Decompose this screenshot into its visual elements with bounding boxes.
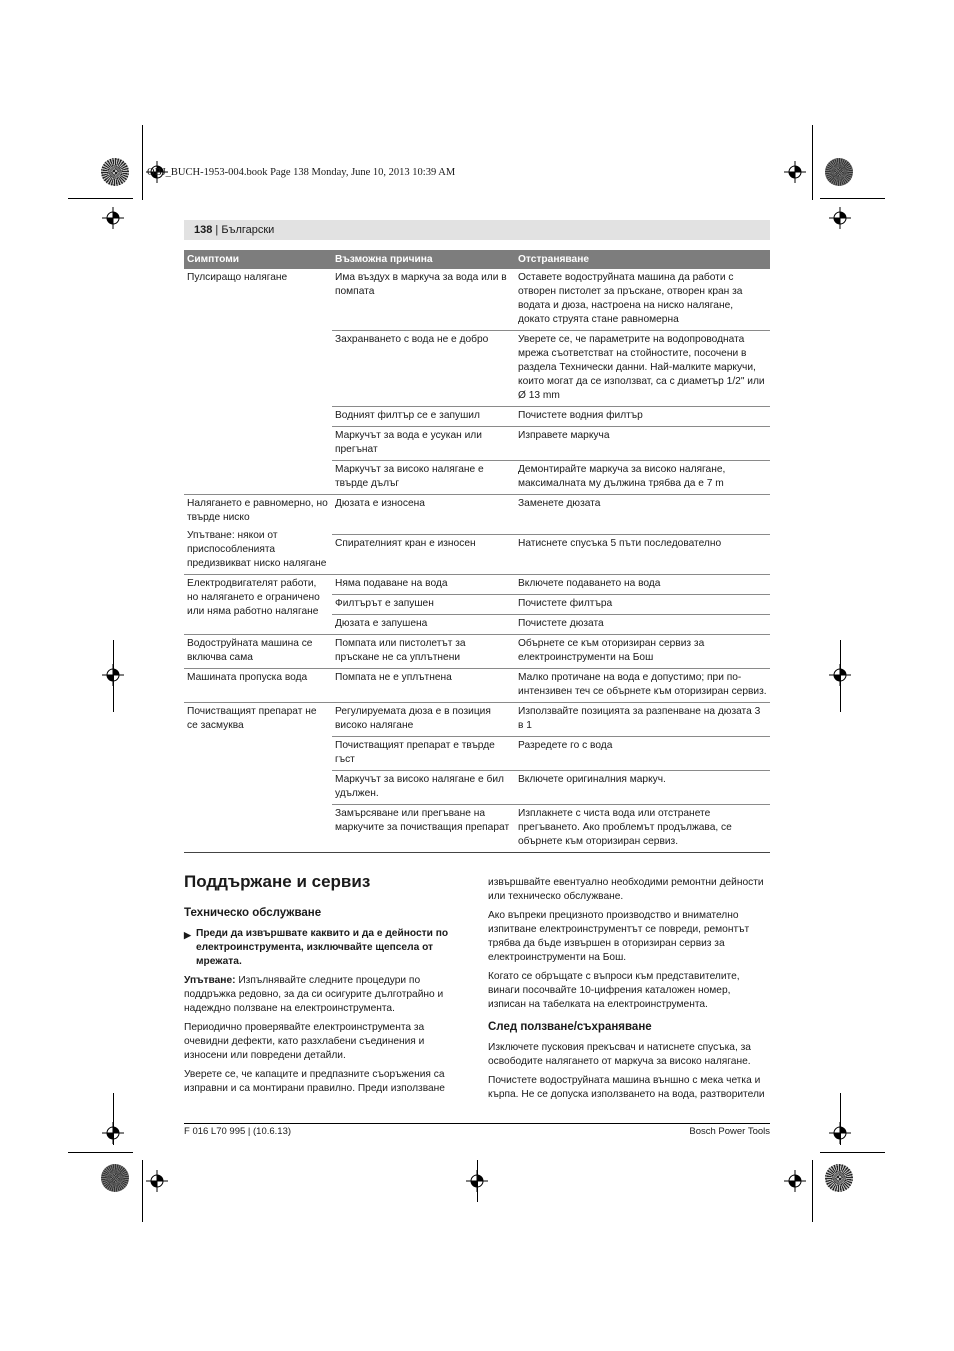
cause-cell: Филтърът е запушен <box>332 595 515 615</box>
crop-line <box>68 1152 133 1153</box>
footer-brand: Bosch Power Tools <box>689 1126 770 1137</box>
table-row <box>184 635 770 669</box>
table-row <box>184 269 770 331</box>
remedy-cell: Използвайте позицията за разпенване на дюзата 3 в 1 <box>515 703 770 737</box>
left-column <box>184 898 456 1101</box>
subsection-title: След ползване/съхраняване <box>488 1021 652 1033</box>
crosshair-icon <box>829 664 851 686</box>
striped-disc-icon <box>101 158 129 186</box>
right-column <box>488 876 770 1107</box>
crosshair-icon <box>784 1170 806 1192</box>
subsection-title: Техническо обслужване <box>184 907 322 919</box>
crosshair-icon <box>829 1122 851 1144</box>
cause-cell: Маркучът за високо налягане е бил удължен. <box>332 771 515 805</box>
remedy-cell: Изплакнете с чиста вода или отстранете прегъването. Ако проблемът продължава, се обърнете към оторизиран сервиз. <box>515 805 770 853</box>
cause-cell: Помпата или пистолетът за пръскане не са уплътнени <box>332 635 515 669</box>
symptom-cell <box>184 495 332 575</box>
remedy-cell: Заменете дюзата <box>515 495 770 535</box>
remedy-cell: Демонтирайте маркуча за високо налягане, максималната му дължина трябва да е 7 m <box>515 461 770 495</box>
remedy-cell: Разредете го с вода <box>515 737 770 771</box>
remedy-cell: Изправете маркуча <box>515 427 770 461</box>
crop-line <box>812 1160 813 1222</box>
remedy-cell: Включете оригиналния маркуч. <box>515 771 770 805</box>
note-lead: Упътване: <box>184 975 236 986</box>
paragraph: Когато се обръщате с въпроси към представителите, винаги посочвайте 10-цифрения каталожен номер, изписан на табелката на електроинструмента. <box>488 971 740 1010</box>
column-header-cause: Възможна причина <box>332 250 515 269</box>
section-title: Поддържане и сервиз <box>184 872 371 891</box>
triangle-right-icon: ▶ <box>184 930 191 940</box>
symptom-cell <box>184 575 332 635</box>
crop-line <box>820 198 885 199</box>
striped-disc-icon <box>101 1164 129 1192</box>
cause-cell: Водният филтър се е запушил <box>332 407 515 427</box>
symptom-cell <box>184 269 332 495</box>
note-text: Изпълнявайте следните процедури по поддръжка редовно, за да си осигурите дълготрайно и надеждно ползване на електроинструмента. <box>184 975 444 1014</box>
paragraph: Ако въпреки прецизното производство и внимателно изпитване електроинструментът се повреди, ремонтът трябва да бъде извършен в оторизиран сервиз за електроинструменти на Бош. <box>488 910 750 963</box>
page-header <box>184 220 770 240</box>
table-row <box>184 575 770 595</box>
remedy-cell: Натиснете спусъка 5 пъти последователно <box>515 535 770 575</box>
cause-cell: Помпата не е уплътнена <box>332 669 515 703</box>
cause-cell: Дюзата е износена <box>332 495 515 535</box>
remedy-cell: Включете подаването на вода <box>515 575 770 595</box>
symptom-text: Електродвигателят работи, но налягането е ограничено или няма работно налягане <box>187 578 320 617</box>
troubleshooting-table <box>184 250 770 853</box>
remedy-cell: Почистете дюзата <box>515 615 770 635</box>
remedy-cell: Почистете водния филтър <box>515 407 770 427</box>
remedy-cell: Обърнете се към оторизиран сервиз за електроинструменти на Бош <box>515 635 770 669</box>
crosshair-icon <box>102 664 124 686</box>
remedy-cell: Уверете се, че параметрите на водопроводната мрежа съответстват на стойностите, посочени в раздела Технически данни. Най-малките маркучи, които могат да се използват, са с диаметър 1/2" или Ø 13 mm <box>515 331 770 407</box>
crop-line <box>142 1160 143 1222</box>
paragraph: Уверете се, че капаците и предпазните съоръжения са изправни и са монтирани правилно. Преди използване <box>184 1069 445 1094</box>
striped-disc-icon <box>825 158 853 186</box>
paragraph: Периодично проверявайте електроинструмента за очевидни дефекти, като разхлабени съединения и износени или повредени детайли. <box>184 1022 425 1061</box>
symptom-cell <box>184 703 332 853</box>
table-row <box>184 703 770 737</box>
symptom-text: Водоструйната машина се включва сама <box>187 638 313 663</box>
crosshair-icon <box>466 1170 488 1192</box>
warning-text: Преди да извършвате каквито и да е дейности по електроинструмента, изключвайте щепсела от мрежата. <box>196 928 449 967</box>
cause-cell: Почистващият препарат е твърде гъст <box>332 737 515 771</box>
footer-document-number: F 016 L70 995 | (10.6.13) <box>184 1126 292 1137</box>
paragraph: Изключете пусковия прекъсвач и натиснете спусъка, за освободите налягането от маркуча за високо налягане. <box>488 1042 751 1067</box>
symptom-text: Почистващият препарат не се засмуква <box>187 706 317 731</box>
symptom-text: Машината пропуска вода <box>187 672 308 683</box>
cause-cell: Маркучът за вода е усукан или прегънат <box>332 427 515 461</box>
crosshair-icon <box>146 1170 168 1192</box>
symptom-note: Упътване: някои от приспособленията предизвикват ниско налягане <box>187 530 327 569</box>
striped-disc-icon <box>825 1164 853 1192</box>
cause-cell: Няма подаване на вода <box>332 575 515 595</box>
note-paragraph <box>184 974 456 1016</box>
symptom-cell <box>184 669 332 703</box>
cause-cell: Захранването с вода не е добро <box>332 331 515 407</box>
symptom-text: Пулсиращо налягане <box>187 272 288 283</box>
cause-cell: Има въздух в маркуча за вода или в помпата <box>332 269 515 331</box>
crosshair-icon <box>102 1122 124 1144</box>
file-info: OBJ_BUCH-1953-004.book Page 138 Monday, June 10, 2013 10:39 AM <box>147 167 456 178</box>
remedy-cell: Оставете водоструйната машина да работи с отворен пистолет за пръскане, отворен кран за водата и дюза, настроена на ниско налягане, докато струята стане равномерна <box>515 269 770 331</box>
column-header-symptoms: Симптоми <box>184 250 332 269</box>
crop-line <box>142 125 143 200</box>
crosshair-icon <box>829 207 851 229</box>
page-number: 138 <box>194 224 213 236</box>
remedy-cell: Малко протичане на вода е допустимо; при по-интензивен теч се обърнете към оторизиран сервиз. <box>515 669 770 703</box>
crop-line <box>820 1152 885 1153</box>
cause-cell: Регулируемата дюза е в позиция високо налягане <box>332 703 515 737</box>
symptom-text: Налягането е равномерно, но твърде ниско <box>187 498 328 523</box>
crosshair-icon <box>102 207 124 229</box>
safety-warning <box>184 927 456 969</box>
paragraph: Почистете водоструйната машина външно с мека четка и кърпа. Не се допуска използването на вода, разтворители <box>488 1075 765 1100</box>
header-separator: | <box>215 224 219 236</box>
symptom-cell <box>184 635 332 669</box>
remedy-cell: Почистете филтъра <box>515 595 770 615</box>
crosshair-icon <box>784 161 806 183</box>
cause-cell: Спирателният кран е износен <box>332 535 515 575</box>
cause-cell: Дюзата е запушена <box>332 615 515 635</box>
cause-cell: Маркучът за високо налягане е твърде дълъг <box>332 461 515 495</box>
crop-line <box>68 198 133 199</box>
table-row <box>184 495 770 535</box>
column-header-remedy: Отстраняване <box>515 250 770 269</box>
table-header-row <box>184 250 770 269</box>
page-language: Български <box>221 224 275 236</box>
crop-line <box>812 125 813 200</box>
table-row <box>184 669 770 703</box>
paragraph: извършвайте евентуално необходими ремонтни дейности или техническо обслужване. <box>488 877 764 902</box>
cause-cell: Замърсяване или прегъване на маркучите за почистващия препарат <box>332 805 515 853</box>
footer-rule <box>184 1123 770 1124</box>
